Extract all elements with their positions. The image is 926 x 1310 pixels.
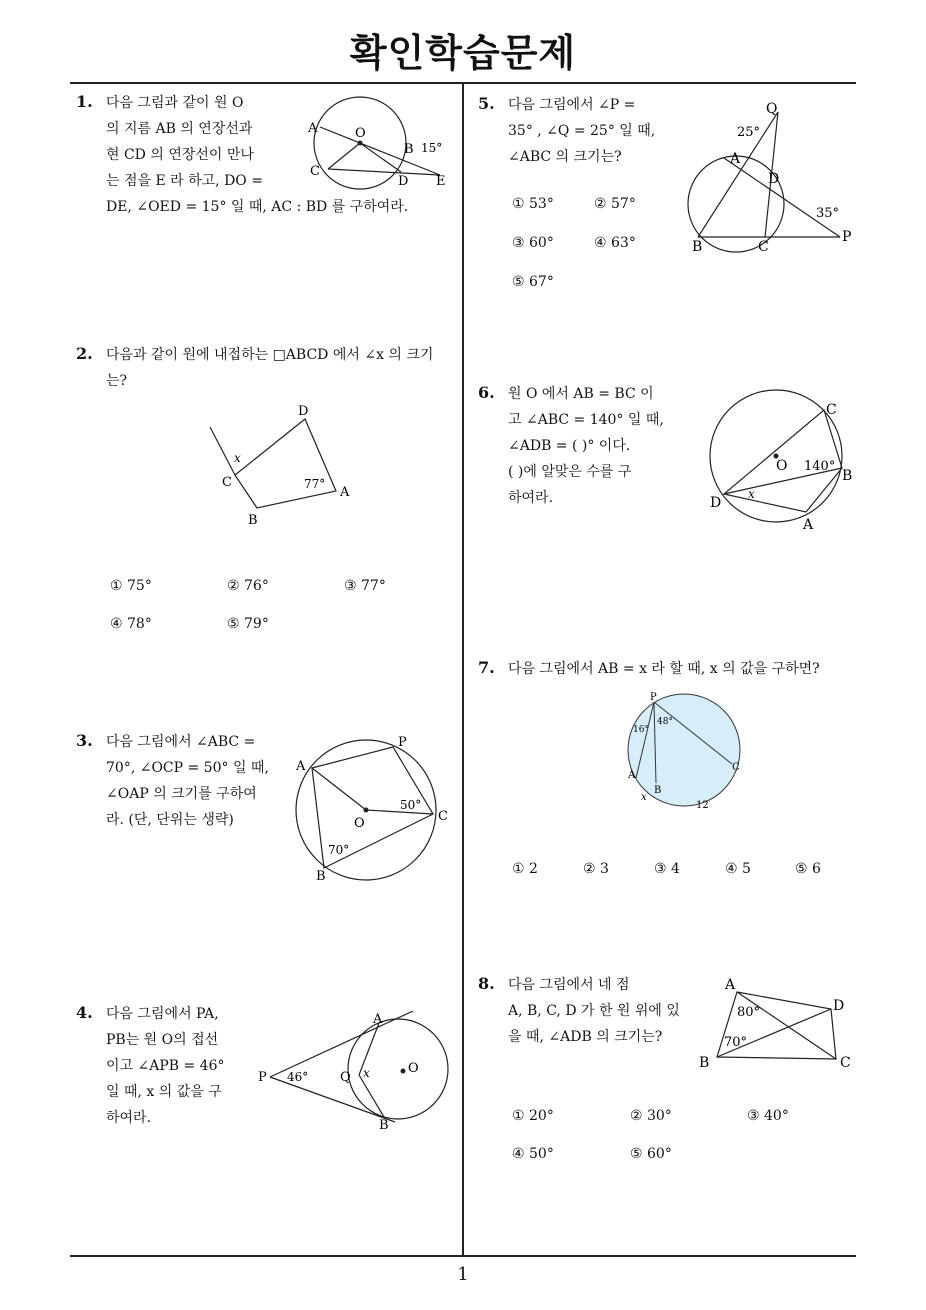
figure-5 [682,96,862,256]
fig-label: B [699,1055,710,1071]
fig-label: B [248,513,258,528]
fig-arc-label: x [641,792,647,803]
fig-label: O [776,458,788,474]
question-line: ∠ABC 의 크기는? [508,149,622,165]
fig-label: B [379,1118,389,1133]
question-line: 의 지름 AB 의 연장선과 [106,121,253,137]
choice-5[interactable]: ⑤ 60° [630,1146,672,1162]
fig-var: x [363,1066,370,1080]
choice-3[interactable]: ③ 40° [747,1108,789,1124]
fig-label: A [628,770,636,781]
fig-label: B [404,142,414,157]
choice-2[interactable]: ② 76° [227,578,269,594]
fig-label: D [398,174,409,189]
choice-3[interactable]: ③ 77° [344,578,386,594]
figure-6 [700,380,870,535]
fig-label: B [692,239,703,255]
question-line: 다음 그림에서 AB = x 라 할 때, x 의 값을 구하면? [508,661,820,677]
question-line: 다음과 같이 원에 내접하는 □ABCD 에서 ∠x 의 크기 [106,347,434,363]
question-line: 70°, ∠OCP = 50° 일 때, [106,760,269,776]
question-line: 현 CD 의 연장선이 만나 [106,147,254,163]
figure-8 [695,972,865,1082]
fig-angle: 50° [400,798,422,812]
fig-label: D [298,404,309,419]
question-number: 4. [76,1003,93,1022]
question-line: 을 때, ∠ADB 의 크기는? [508,1029,663,1045]
choice-4[interactable]: ④ 78° [110,616,152,632]
question-line: 다음 그림과 같이 원 O [106,95,244,111]
question-number: 7. [478,658,495,677]
choice-4[interactable]: ④ 63° [594,235,636,251]
column-divider [462,83,464,1255]
fig-label: E [436,174,446,189]
fig-angle: 25° [737,125,761,140]
question-line: ∠OAP 의 크기를 구하여 [106,786,257,802]
question-line: 다음 그림에서 ∠P = [508,97,636,113]
fig-angle: 15° [421,141,443,155]
question-line: 일 때, x 의 값을 구 [106,1084,222,1100]
choice-4[interactable]: ④ 5 [725,861,751,877]
choice-2[interactable]: ② 30° [630,1108,672,1124]
fig-label: C [826,402,837,418]
question-line: 35° , ∠Q = 25° 일 때, [508,123,656,139]
choice-3[interactable]: ③ 4 [654,861,680,877]
choice-4[interactable]: ④ 50° [512,1146,554,1162]
fig-label: C [758,239,769,255]
fig-angle: 46° [287,1070,309,1084]
question-line: ( )에 알맞은 수를 구 [508,464,632,480]
question-line: 다음 그림에서 ∠ABC = [106,734,256,750]
fig-var: x [748,487,755,501]
fig-label: O [408,1061,419,1076]
choice-2[interactable]: ② 3 [583,861,609,877]
question-line: ∠ADB = ( )° 이다. [508,438,631,454]
choice-1[interactable]: ① 53° [512,196,554,212]
fig-angle: 140° [804,459,836,474]
fig-angle: 35° [816,206,840,221]
fig-label: P [842,229,852,245]
question-line: 는 점을 E 라 하고, DO = [106,173,263,189]
question-line: 하여라. [106,1110,152,1126]
figure-7 [622,692,752,817]
question-number: 3. [76,731,93,750]
fig-label: P [398,735,407,750]
fig-label: A [803,517,814,533]
fig-label: A [373,1012,383,1027]
fig-label: C [310,164,320,179]
fig-label: A [296,759,306,774]
fig-label: Q [766,101,778,117]
fig-angle: 16° [633,725,649,735]
fig-label: A [730,151,741,167]
fig-label: P [258,1070,267,1085]
fig-label: B [316,869,326,884]
fig-label: A [308,121,318,136]
choice-1[interactable]: ① 20° [512,1108,554,1124]
fig-label: B [842,468,853,484]
choice-5[interactable]: ⑤ 67° [512,274,554,290]
question-line: 이고 ∠APB = 46° [106,1058,225,1074]
question-number: 8. [478,974,495,993]
fig-angle: 70° [328,843,350,857]
question-line: PB는 원 O의 접선 [106,1032,219,1048]
fig-angle: 48° [657,717,673,727]
question-number: 2. [76,344,93,363]
choice-1[interactable]: ① 75° [110,578,152,594]
fig-label: C [840,1055,851,1071]
figure-1 [300,95,460,195]
figure-4 [255,1005,455,1135]
choice-2[interactable]: ② 57° [594,196,636,212]
bottom-rule [70,1255,856,1257]
fig-label: O [354,816,365,831]
fig-label: D [833,998,845,1014]
question-line: 원 O 에서 AB = BC 이 [508,386,654,402]
question-number: 5. [478,94,495,113]
question-line: 라. (단, 단위는 생략) [106,812,234,828]
fig-label: C [222,475,232,490]
question-line: 는? [106,373,128,389]
choice-1[interactable]: ① 2 [512,861,538,877]
fig-var: x [234,451,241,465]
question-line: 고 ∠ABC = 140° 일 때, [508,412,664,428]
fig-arc-label: 12 [696,800,709,811]
figure-3 [290,732,460,892]
fig-angle: 80° [737,1005,761,1020]
fig-label: Q [340,1070,351,1085]
question-number: 1. [76,92,93,111]
fig-label: C [438,809,448,824]
fig-label: O [355,126,366,141]
fig-label: A [340,485,350,500]
fig-angle: 77° [304,477,326,491]
question-line: A, B, C, D 가 한 원 위에 있 [508,1003,680,1019]
fig-label: B [654,785,662,796]
fig-label: D [768,171,780,187]
question-line: 다음 그림에서 네 점 [508,977,630,993]
choice-5[interactable]: ⑤ 6 [795,861,821,877]
question-line: 하여라. [508,490,554,506]
figure-2 [200,400,370,530]
page-title: 확인학습문제 [349,31,577,75]
question-line: 다음 그림에서 PA, [106,1006,219,1022]
fig-label: A [725,977,736,993]
choice-5[interactable]: ⑤ 79° [227,616,269,632]
fig-label: P [650,692,657,703]
fig-angle: 70° [724,1035,748,1050]
question-number: 6. [478,383,495,402]
fig-label: D [710,495,722,511]
fig-label: C [732,762,740,773]
choice-3[interactable]: ③ 60° [512,235,554,251]
page-number: 1 [457,1264,469,1285]
question-line: DE, ∠OED = 15° 일 때, AC : BD 를 구하여라. [106,199,409,215]
